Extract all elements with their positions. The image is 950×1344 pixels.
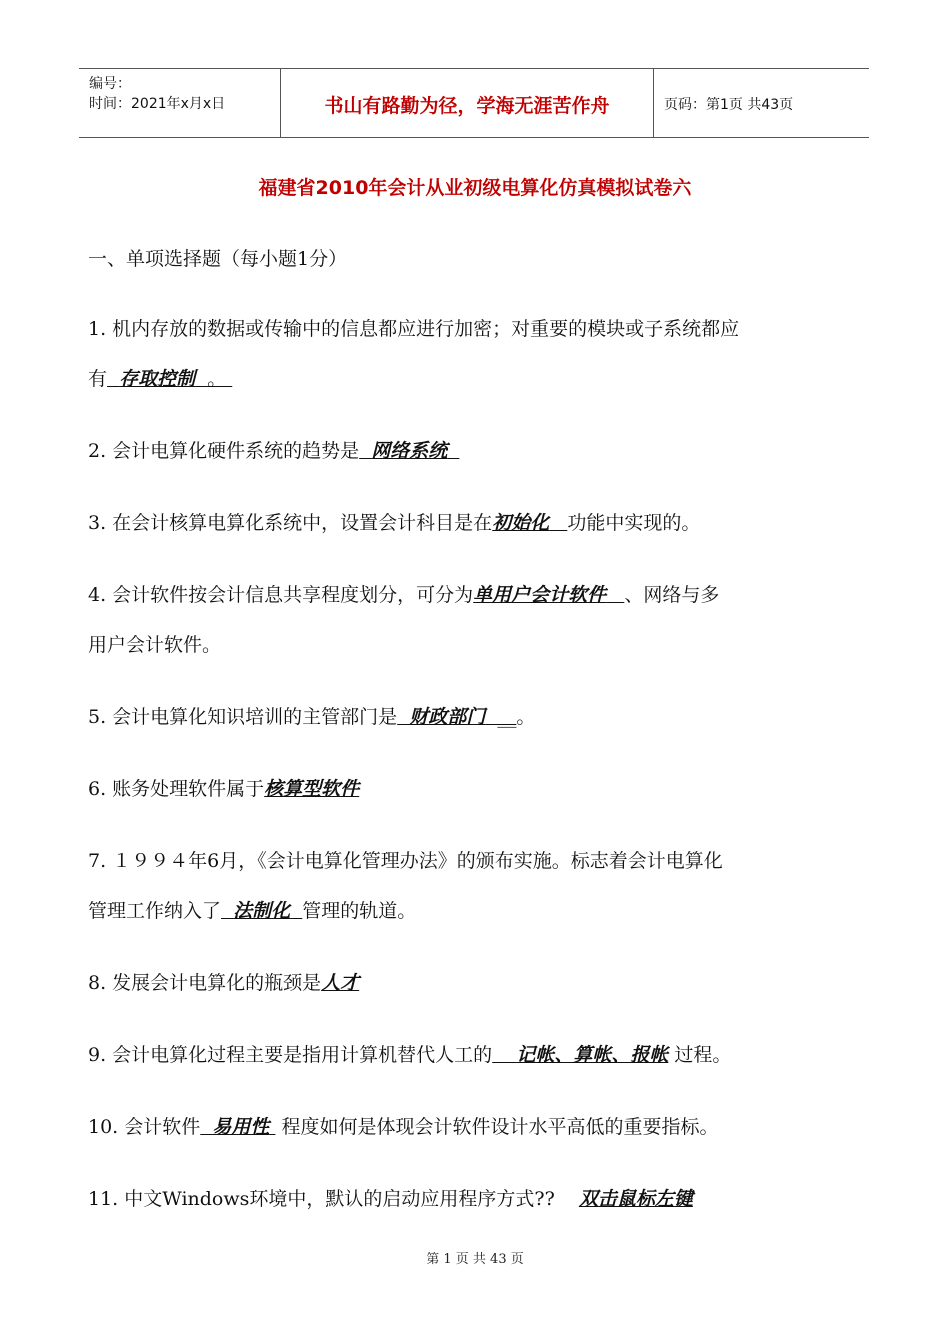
- question-11: [88, 1174, 868, 1224]
- answer-blank: [397, 706, 409, 728]
- question-text: 管理的轨道。: [302, 900, 417, 922]
- question-text: 用户会计软件。: [88, 634, 222, 656]
- time-label: 时间：2021年x月x日: [89, 96, 226, 112]
- question-text: 2. 会计电算化硬件系统的趋势是: [88, 440, 360, 462]
- question-text: 6. 账务处理软件属于: [88, 778, 265, 800]
- question-text: 8. 发展会计电算化的瓶颈是: [88, 972, 322, 994]
- question-text: 7. １９９４年6月，《会计电算化管理办法》的颁布实施。标志着会计电算化: [88, 850, 723, 872]
- question-4: [88, 570, 868, 670]
- answer-blank: [492, 1044, 516, 1066]
- page-header: [79, 68, 869, 138]
- answer-blank: __: [485, 706, 517, 728]
- answer-blank: [107, 368, 119, 390]
- answer: 财政部门: [409, 706, 486, 728]
- question-3: [88, 498, 868, 548]
- answer-blank: [549, 512, 567, 534]
- page-info: 页码：第1页 共43页: [664, 97, 794, 113]
- answer-blank: 。: [195, 368, 233, 390]
- question-text: 4. 会计软件按会计信息共享程度划分，可分为: [88, 584, 474, 606]
- answer: 易用性: [212, 1116, 270, 1138]
- answer-blank: [200, 1116, 212, 1138]
- question-text: 3. 在会计核算电算化系统中，设置会计科目是在: [88, 512, 493, 534]
- answer-blank: [447, 440, 459, 462]
- question-text: 管理工作纳入了: [88, 900, 222, 922]
- header-motto-cell: [281, 69, 654, 137]
- question-8: [88, 958, 868, 1008]
- answer-blank: [221, 900, 233, 922]
- answer: 法制化: [233, 900, 291, 922]
- question-text: 9. 会计电算化过程主要是指用计算机替代人工的: [88, 1044, 493, 1066]
- number-label: 编号：: [89, 76, 131, 92]
- answer: 核算型软件: [264, 778, 360, 800]
- answer: 初始化: [492, 512, 550, 534]
- answer: 人才: [321, 972, 360, 994]
- question-7: [88, 836, 868, 936]
- answer: 存取控制: [119, 368, 196, 390]
- question-text: 过程。: [668, 1044, 732, 1066]
- motto: 书山有路勤为径，学海无涯苦作舟: [324, 95, 610, 117]
- question-text: 10. 会计软件: [88, 1116, 201, 1138]
- question-1: [88, 304, 868, 404]
- question-text: 有: [88, 368, 108, 390]
- question-10: [88, 1102, 868, 1152]
- question-text: 1. 机内存放的数据或传输中的信息都应进行加密；对重要的模块或子系统都应: [88, 318, 740, 340]
- question-2: [88, 426, 868, 476]
- question-text: 。: [516, 706, 536, 728]
- section-heading: 一、单项选择题（每小题1分）: [88, 248, 348, 270]
- answer-blank: [290, 900, 302, 922]
- answer: 单用户会计软件: [473, 584, 607, 606]
- question-6: [88, 764, 868, 814]
- answer-blank: [359, 440, 371, 462]
- header-meta-cell: [79, 69, 281, 137]
- header-page-cell: [654, 69, 869, 137]
- question-text: 程度如何是体现会计软件设计水平高低的重要指标。: [275, 1116, 719, 1138]
- answer: 记帐、算帐、报帐: [516, 1044, 669, 1066]
- page-footer: 第 1 页 共 43 页: [426, 1252, 524, 1267]
- answer-blank: [606, 584, 624, 606]
- document-title: 福建省2010年会计从业初级电算化仿真模拟试卷六: [258, 177, 692, 199]
- question-5: [88, 692, 868, 742]
- question-9: [88, 1030, 868, 1080]
- question-text: 11. 中文Windows环境中，默认的启动应用程序方式??: [88, 1188, 579, 1210]
- question-text: 5. 会计电算化知识培训的主管部门是: [88, 706, 398, 728]
- question-text: 功能中实现的。: [567, 512, 701, 534]
- answer: 双击鼠标左键: [578, 1188, 693, 1210]
- question-text: 、网络与多: [624, 584, 720, 606]
- answer: 网络系统: [371, 440, 448, 462]
